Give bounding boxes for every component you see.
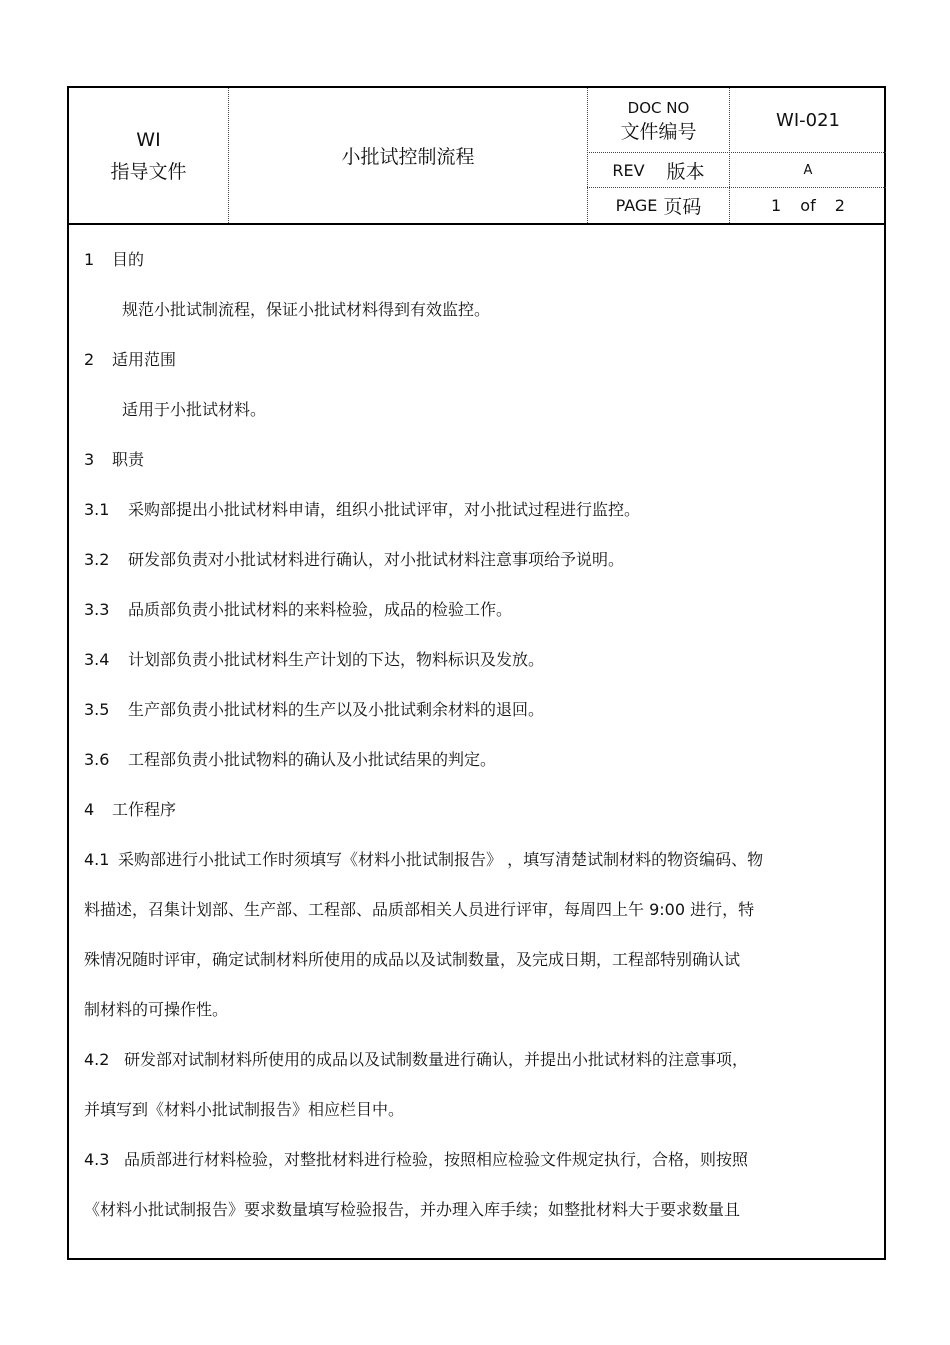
section-title: 职责 xyxy=(112,450,145,469)
rev-label-en: REV xyxy=(612,160,645,180)
page-label-zh: 页码 xyxy=(663,196,702,218)
document-body xyxy=(84,246,870,1246)
section-body: 规范小批试制流程，保证小批试材料得到有效监控。 xyxy=(122,300,491,319)
page-label xyxy=(588,188,729,223)
list-item xyxy=(84,496,870,546)
paragraph-text: 采购部进行小批试工作时须填写《材料小批试制报告》 ，填写清楚试制材料的物资编码、物 xyxy=(118,850,764,869)
list-item xyxy=(84,696,870,746)
header-separator xyxy=(69,223,884,225)
item-number: 3.6 xyxy=(84,750,110,769)
paragraph-line xyxy=(84,846,870,896)
item-text: 工程部负责小批试物料的确认及小批试结果的判定。 xyxy=(128,750,497,769)
section-heading xyxy=(84,246,870,296)
section-number: 2 xyxy=(84,350,95,369)
section-title: 工作程序 xyxy=(112,800,177,819)
list-item xyxy=(84,596,870,646)
paragraph-text: 品质部进行材料检验，对整批材料进行检验，按照相应检验文件规定执行，合格，则按照 xyxy=(124,1150,749,1169)
section-body: 适用于小批试材料。 xyxy=(122,400,267,419)
rev-value: A xyxy=(803,162,813,178)
item-number: 3.4 xyxy=(84,650,110,669)
item-text: 计划部负责小批试材料生产计划的下达，物料标识及发放。 xyxy=(128,650,545,669)
section-heading xyxy=(84,796,870,846)
document-title: 小批试控制流程 xyxy=(341,146,475,168)
doc-no-label xyxy=(588,88,729,152)
paragraph-number: 4.1 xyxy=(84,850,110,869)
item-text: 采购部提出小批试材料申请，组织小批试评审，对小批试过程进行监控。 xyxy=(128,500,641,519)
section-number: 4 xyxy=(84,800,95,819)
rev-label xyxy=(588,153,729,187)
page-label-en: PAGE xyxy=(615,196,658,215)
header-wi-cell xyxy=(69,88,228,223)
item-number: 3.3 xyxy=(84,600,110,619)
item-number: 3.2 xyxy=(84,550,110,569)
list-item xyxy=(84,746,870,796)
paragraph-text: 研发部对试制材料所使用的成品以及试制数量进行确认，并提出小批试材料的注意事项， xyxy=(124,1050,749,1069)
paragraph-number: 4.2 xyxy=(84,1050,110,1069)
paragraph-line xyxy=(84,1046,870,1096)
paragraph-line: 殊情况随时评审，确定试制材料所使用的成品以及试制数量，及完成日期，工程部特别确认试 xyxy=(84,950,741,969)
paragraph-line: 料描述，召集计划部、生产部、工程部、品质部相关人员进行评审，每周四上午 9:00 进行，特 xyxy=(84,900,755,919)
paragraph-number: 4.3 xyxy=(84,1150,110,1169)
item-number: 3.1 xyxy=(84,500,110,519)
item-number: 3.5 xyxy=(84,700,110,719)
list-item xyxy=(84,546,870,596)
item-text: 品质部负责小批试材料的来料检验，成品的检验工作。 xyxy=(128,600,513,619)
wi-label: 指导文件 xyxy=(110,160,187,183)
doc-no-label-zh: 文件编号 xyxy=(620,121,697,143)
paragraph-line: 并填写到《材料小批试制报告》相应栏目中。 xyxy=(84,1100,405,1119)
item-text: 研发部负责对小批试材料进行确认，对小批试材料注意事项给予说明。 xyxy=(128,550,625,569)
section-number: 3 xyxy=(84,450,95,469)
paragraph-line: 《材料小批试制报告》要求数量填写检验报告，并办理入库手续；如整批材料大于要求数量且 xyxy=(84,1200,741,1219)
paragraph-line: 制材料的可操作性。 xyxy=(84,1000,229,1019)
section-heading xyxy=(84,446,870,496)
list-item xyxy=(84,646,870,696)
page-value: 1 of 2 xyxy=(771,196,845,215)
wi-code: WI xyxy=(136,128,161,151)
section-title: 目的 xyxy=(112,250,145,269)
doc-no-label-en: DOC NO xyxy=(627,99,690,117)
rev-label-zh: 版本 xyxy=(666,160,705,183)
item-text: 生产部负责小批试材料的生产以及小批试剩余材料的退回。 xyxy=(128,700,545,719)
section-number: 1 xyxy=(84,250,95,269)
section-heading xyxy=(84,346,870,396)
paragraph-line xyxy=(84,1146,870,1196)
section-title: 适用范围 xyxy=(112,350,177,369)
doc-no-value: WI-021 xyxy=(776,109,840,131)
